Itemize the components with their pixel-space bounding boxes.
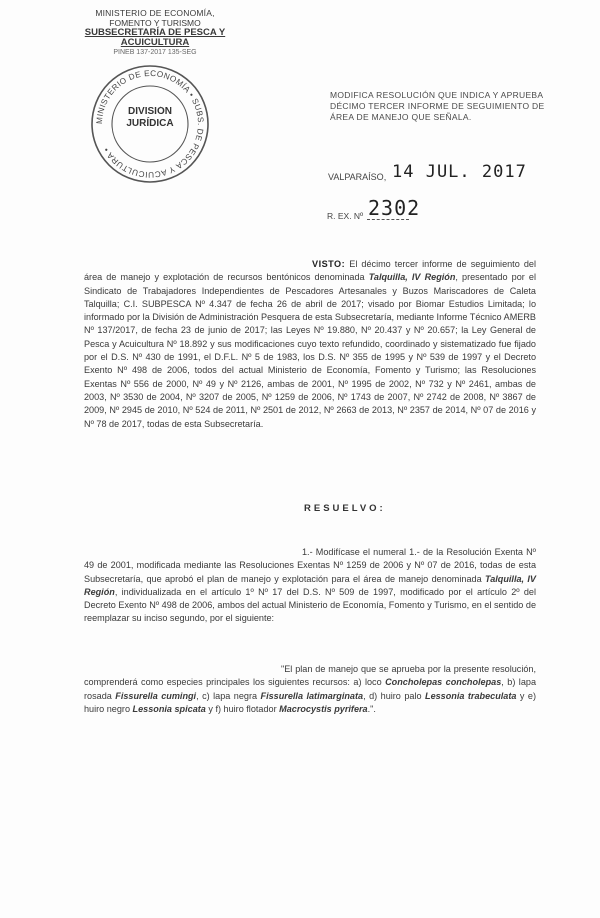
species-fissurella-latimarginata: Fissurella latimarginata <box>260 690 364 701</box>
visto-text-2: , presentado por el Sindicato de Trabajadores Independientes de Pescadores Artesanales y Buzos Mariscadores de Caleta Talquilla; C.I. SUBPESCA Nº 4.347 de fecha 26 de abril de 2017; visado por Biomar Estudios Limitada; lo informado por la División de Administración Pesquera de esta Subsecretaría, mediante Informe Técnico AMERB Nº 137/2017, de fecha 23 de junio de 2017; las Leyes Nº 19.880, Nº 20.437 y Nº 20.657; la Ley General de Pesca y Acuicultura Nº 18.892 y sus modificaciones cuyo texto refundido, coordinado y sistematizado fue fijado por el D.S. Nº 430 de 1991, el D.F.L. Nº 5 de 1983, los D.S. Nº 355 de 1995 y Nº 539 de 1997 y el Decreto Exento Nº 498 de 2006, todos del actual Ministerio de Economía, Fomento y Turismo; las Resoluciones Exentas Nº 556 de 2000, Nº 49 y Nº 2126, ambas de 2001, Nº 1995 de 2002, Nº 732 y Nº 2461, ambas de 2003, Nº 3530 de 2004, Nº 3207 de 2005, Nº 1259 de 2006, Nº 1743 de 2007, Nº 2742 de 2008, Nº 3867 de 2009, Nº 2945 de 2010, Nº 524 de 2011, Nº 2501 de 2012, Nº 2663 de 2013, Nº 2357 de 2014, Nº 07 de 2016 y Nº 78 de 2017, todas de esta Subsecretaría. <box>84 272 536 429</box>
quote-text-6: y f) huiro flotador <box>205 703 277 714</box>
visto-text: del área de manejo y explotación de recursos bentónicos denominada <box>84 259 537 283</box>
species-lessonia-trabeculata: Lessonia trabeculata <box>425 690 517 701</box>
ministry-name-2: FOMENTO Y TURISMO <box>109 18 201 28</box>
document-subject: MODIFICA RESOLUCIÓN QUE INDICA Y APRUEBA DÉCIMO TERCER INFORME DE SEGUIMIENTO DE ÁREA DE MANEJO QUE SEÑALA. <box>330 90 545 122</box>
quote-text-4: , d) huiro palo <box>363 690 422 701</box>
article-1-paragraph <box>84 546 536 626</box>
resuelvo-heading: RESUELVO: <box>304 503 386 514</box>
stamp-ring-text: MINISTERIO DE ECONOMÍA • SUBS. DE PESCA Y ACUICULTURA • <box>94 68 206 180</box>
ministry-name: MINISTERIO DE ECONOMÍA, <box>95 8 215 18</box>
quote-text-1: resolución, comprenderá como especies principales los siguientes recursos: a) loco <box>84 664 536 688</box>
species-lessonia-spicata: Lessonia spicata <box>132 703 206 714</box>
quote-text-3: , c) lapa negra <box>196 690 258 701</box>
subsecretaria-name: SUBSECRETARÍA DE PESCA Y ACUICULTURA <box>84 27 226 48</box>
rex-label: R. EX. Nº <box>327 211 364 221</box>
visto-paragraph <box>84 258 536 431</box>
letterhead <box>60 8 250 58</box>
reference-code: PINEB 137-2017 135-SEG <box>113 49 197 56</box>
visto-lead: El décimo tercer informe de seguimiento <box>349 259 520 269</box>
quote-text-2: , b) lapa rosada <box>84 677 536 701</box>
article-1-text-2: , individualizada en el artículo 1º Nº 17 del D.S. Nº 509 de 1997, modificado por el artículo 2º del Decreto Exento Nº 498 de 2006, ambos del actual Ministerio de Economía, Fomento y Turismo, en el sentido de reemplazar su inciso segundo, por el siguiente: <box>84 586 536 624</box>
article-1-lead: 1.- Modifícase el numeral 1.- de la Resolución <box>302 547 492 557</box>
species-macrocystis-pyrifera: Macrocystis pyrifera <box>279 703 368 714</box>
date-stamp: 14 JUL. 2017 <box>392 162 527 182</box>
quote-text-5: y e) huiro negro <box>84 690 537 714</box>
quote-lead: "El plan de manejo que se aprueba por la presente <box>281 664 490 674</box>
species-fissurella-cumingi: Fissurella cumingi <box>115 690 197 701</box>
stamp-center-text: DIVISIÓN JURÍDICA <box>126 106 174 129</box>
species-concholepas: Concholepas concholepas <box>385 677 502 688</box>
division-juridica-stamp <box>88 62 212 186</box>
rex-number: 2302 <box>368 196 421 220</box>
article-1-text: Exenta Nº 49 de 2001, modificada mediante las Resoluciones Exentas Nº 1259 de 2006 y Nº 07 de 2016, todas de esta Subsecretaría, que aprobó el plan de manejo y explotación para el área de manejo denominada <box>84 547 537 584</box>
article-1-area-name: Talquilla, IV Región <box>84 573 536 597</box>
visto-label: VISTO: <box>312 259 346 269</box>
place-label: VALPARAÍSO, <box>328 172 387 182</box>
visto-area-name: Talquilla, IV Región <box>368 272 456 283</box>
quoted-paragraph <box>84 663 536 716</box>
quote-text-7: .". <box>367 703 376 714</box>
